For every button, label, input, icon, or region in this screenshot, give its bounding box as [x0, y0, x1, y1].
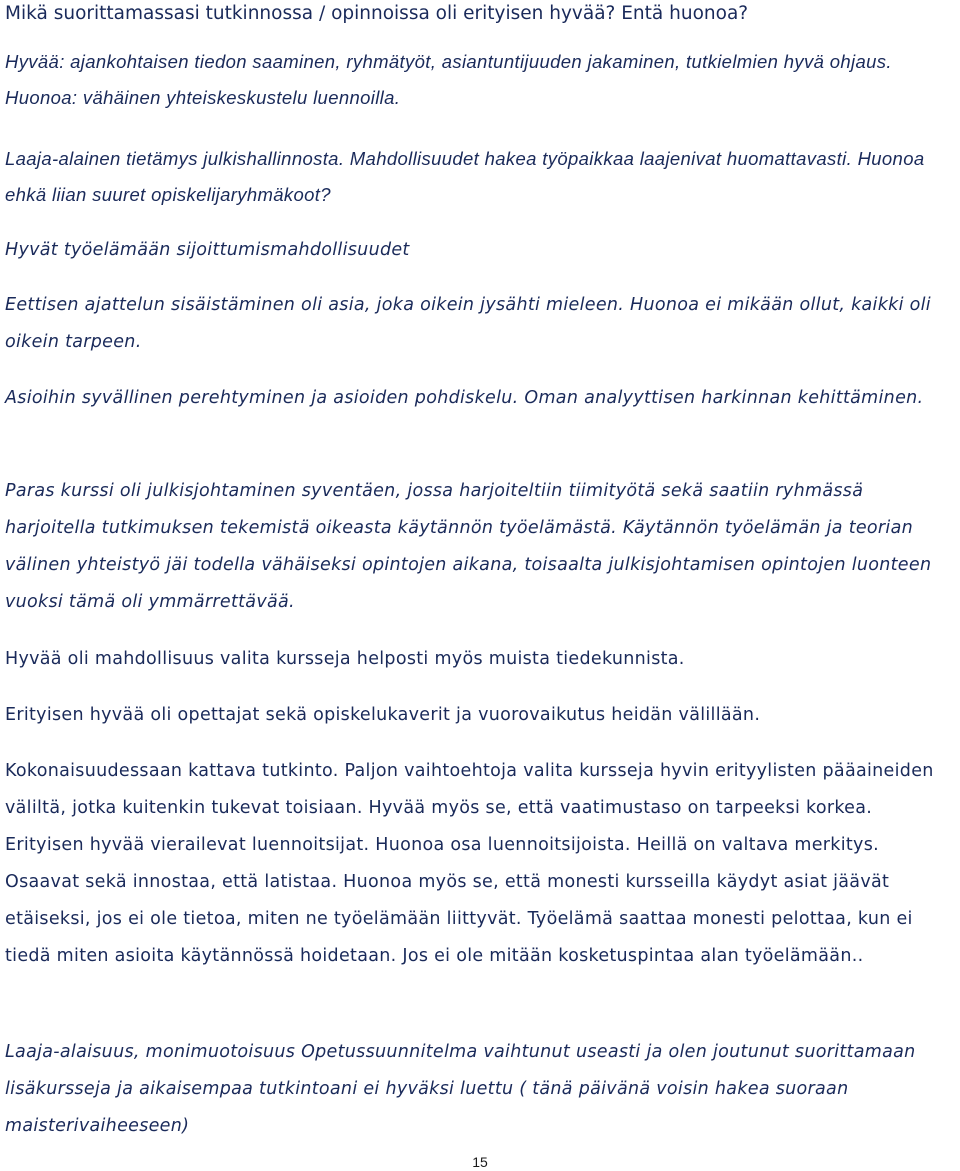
- answer-10: Laaja-alaisuus, monimuotoisuus Opetussuunnitelma vaihtunut useasti ja olen joutunut suorittamaan lisäkursseja ja aikaisempaa tutkintoani ei hyväksi luettu ( tänä päivänä voisin hakea suoraan maisterivaiheeseen): [5, 1042, 916, 1136]
- answer-2: Laaja-alainen tietämys julkishallinnosta. Mahdollisuudet hakea työpaikkaa laajenivat huomattavasti. Huonoa ehkä liian suuret opiskelijaryhmäkoot?: [5, 148, 925, 205]
- answer-1: Hyvää: ajankohtaisen tiedon saaminen, ryhmätyöt, asiantuntijuuden jakaminen, tutkielmien hyvä ohjaus. Huonoa: vähäinen yhteiskeskustelu luennoilla.: [5, 51, 892, 108]
- answer-5: Asioihin syvällinen perehtyminen ja asioiden pohdiskelu. Oman analyyttisen harkinnan kehittäminen.: [5, 388, 924, 408]
- answer-4: Eettisen ajattelun sisäistäminen oli asia, joka oikein jysähti mieleen. Huonoa ei mikään ollut, kaikki oli oikein tarpeen.: [5, 295, 931, 352]
- answer-3: Hyvät työelämään sijoittumismahdollisuudet: [5, 240, 410, 260]
- answer-6: Paras kurssi oli julkisjohtaminen syventäen, jossa harjoiteltiin tiimityötä sekä saatiin ryhmässä harjoitella tutkimuksen tekemistä oikeasta käytännön työelämästä. Käytännön työelämän ja teorian välinen yhteistyö jäi todella vähäiseksi opintojen aikana, toisaalta julkisjohtamisen opintojen luonteen vuoksi tämä oli ymmärrettävää.: [5, 481, 932, 612]
- answer-9: Kokonaisuudessaan kattava tutkinto. Paljon vaihtoehtoja valita kursseja hyvin erityylisten pääaineiden väliltä, jotka kuitenkin tukevat toisiaan. Hyvää myös se, että vaatimustaso on tarpeeksi korkea. Erityisen hyvää vierailevat luennoitsijat. Huonoa osa luennoitsijoista. Heillä on valtava merkitys. Osaavat sekä innostaa, että latistaa. Huonoa myös se, että monesti kursseilla käydyt asiat jäävät etäiseksi, jos ei ole tietoa, miten ne työelämään liittyvät. Työelämä saattaa monesti pelottaa, kun ei tiedä miten asioita käytännössä hoidetaan. Jos ei ole mitään kosketuspintaa alan työelämään..: [5, 761, 934, 966]
- survey-question: Mikä suorittamassasi tutkinnossa / opinnoissa oli erityisen hyvää? Entä huonoa?: [5, 3, 749, 24]
- page-number: 15: [472, 1154, 488, 1170]
- answer-7: Hyvää oli mahdollisuus valita kursseja helposti myös muista tiedekunnista.: [5, 649, 685, 669]
- answer-8: Erityisen hyvää oli opettajat sekä opiskelukaverit ja vuorovaikutus heidän välillään.: [5, 705, 761, 725]
